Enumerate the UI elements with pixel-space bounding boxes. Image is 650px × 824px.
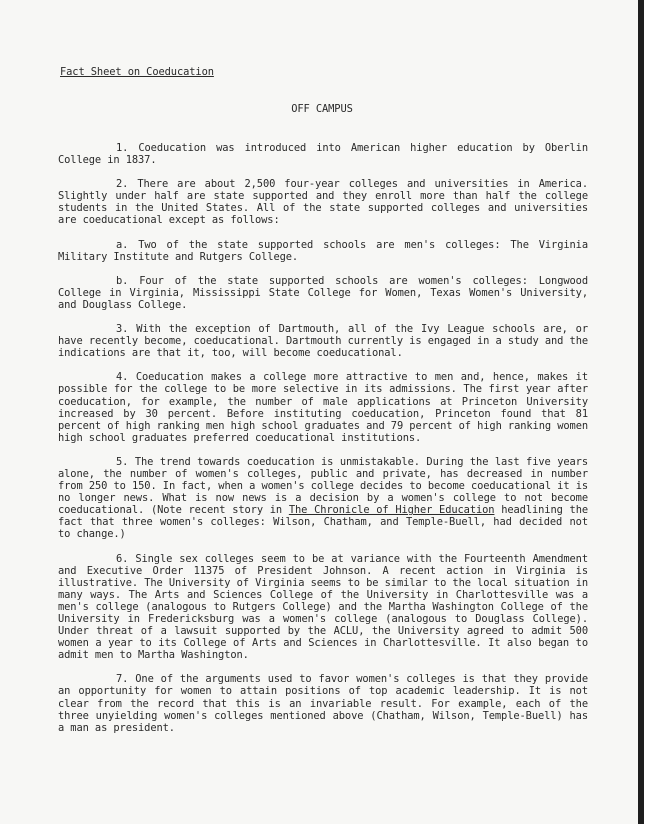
paragraph-7: 7. One of the arguments used to favor women's colleges is that they provide an opportunity for women to attain positions of top academic leadership. It is not clear from the record that this is an invariable result. For example, each of the three unyielding women's colleges mentioned above (Chatham, Wilson, Temple-Buell) has a man as president. bbox=[58, 673, 588, 734]
paragraph-3: 3. With the exception of Dartmouth, all of the Ivy League schools are, or have recently become, coeducational. Dartmouth currently is engaged in a study and the indications are that it, too, will become coeducational. bbox=[58, 323, 588, 360]
document-body bbox=[58, 142, 588, 746]
scan-edge bbox=[638, 0, 644, 824]
paragraph-2: 2. There are about 2,500 four-year colleges and universities in America. Slightly under half are state supported and they enroll more than half the college students in the United States. All of the state supported colleges and universities are coeducational except as follows: bbox=[58, 178, 588, 227]
paragraph-4: 4. Coeducation makes a college more attractive to men and, hence, makes it possible for the college to be more selective in its admissions. The first year after coeducation, for example, the number of male applications at Princeton University increased by 30 percent. Before instituting coeducation, Princeton found that 81 percent of high ranking men high school graduates and 79 percent of high ranking women high school graduates preferred coeducational institutions. bbox=[58, 371, 588, 444]
paragraph-5 bbox=[58, 456, 588, 541]
publication-title: The Chronicle of Higher Education bbox=[288, 504, 495, 517]
paragraph-6: 6. Single sex colleges seem to be at variance with the Fourteenth Amendment and Executive Order 11375 of President Johnson. A recent action in Virginia is illustrative. The University of Virginia seems to be similar to the local situation in many ways. The Arts and Sciences College of the University in Charlottesville was a men's college (analogous to Rutgers College) and the Martha Washington College of the University in Fredericksburg was a women's college (analogous to Douglass College). Under threat of a lawsuit supported by the ACLU, the University agreed to admit 500 women a year to its College of Arts and Sciences in Charlottesville. It also began to admit men to Martha Washington. bbox=[58, 552, 588, 662]
paragraph-1: 1. Coeducation was introduced into American higher education by Oberlin College in 1837. bbox=[58, 142, 588, 167]
paragraph-5-text-after: headlining the fact that three women's colleges: Wilson, Chatham, and Temple-Buell, had decided not to change.) bbox=[58, 504, 589, 541]
paragraph-5-text-before: 5. The trend towards coeducation is unmistakable. During the last five years alone, the number of women's colleges, public and private, has decreased in number from 250 to 150. In fact, when a women's college decides to become coeducational it is no longer news. What is now news is a decision by a women's college to not become coeducational. (Note recent story in bbox=[58, 455, 588, 517]
document-title: Fact Sheet on Coeducation bbox=[60, 66, 214, 78]
section-heading: OFF CAMPUS bbox=[291, 103, 353, 115]
paragraph-2b: b. Four of the state supported schools are women's colleges: Longwood College in Virginia, Mississippi State College for Women, Texas Women's University, and Douglass College. bbox=[58, 274, 588, 311]
paragraph-2a: a. Two of the state supported schools are men's colleges: The Virginia Military Institute and Rutgers College. bbox=[58, 238, 588, 263]
